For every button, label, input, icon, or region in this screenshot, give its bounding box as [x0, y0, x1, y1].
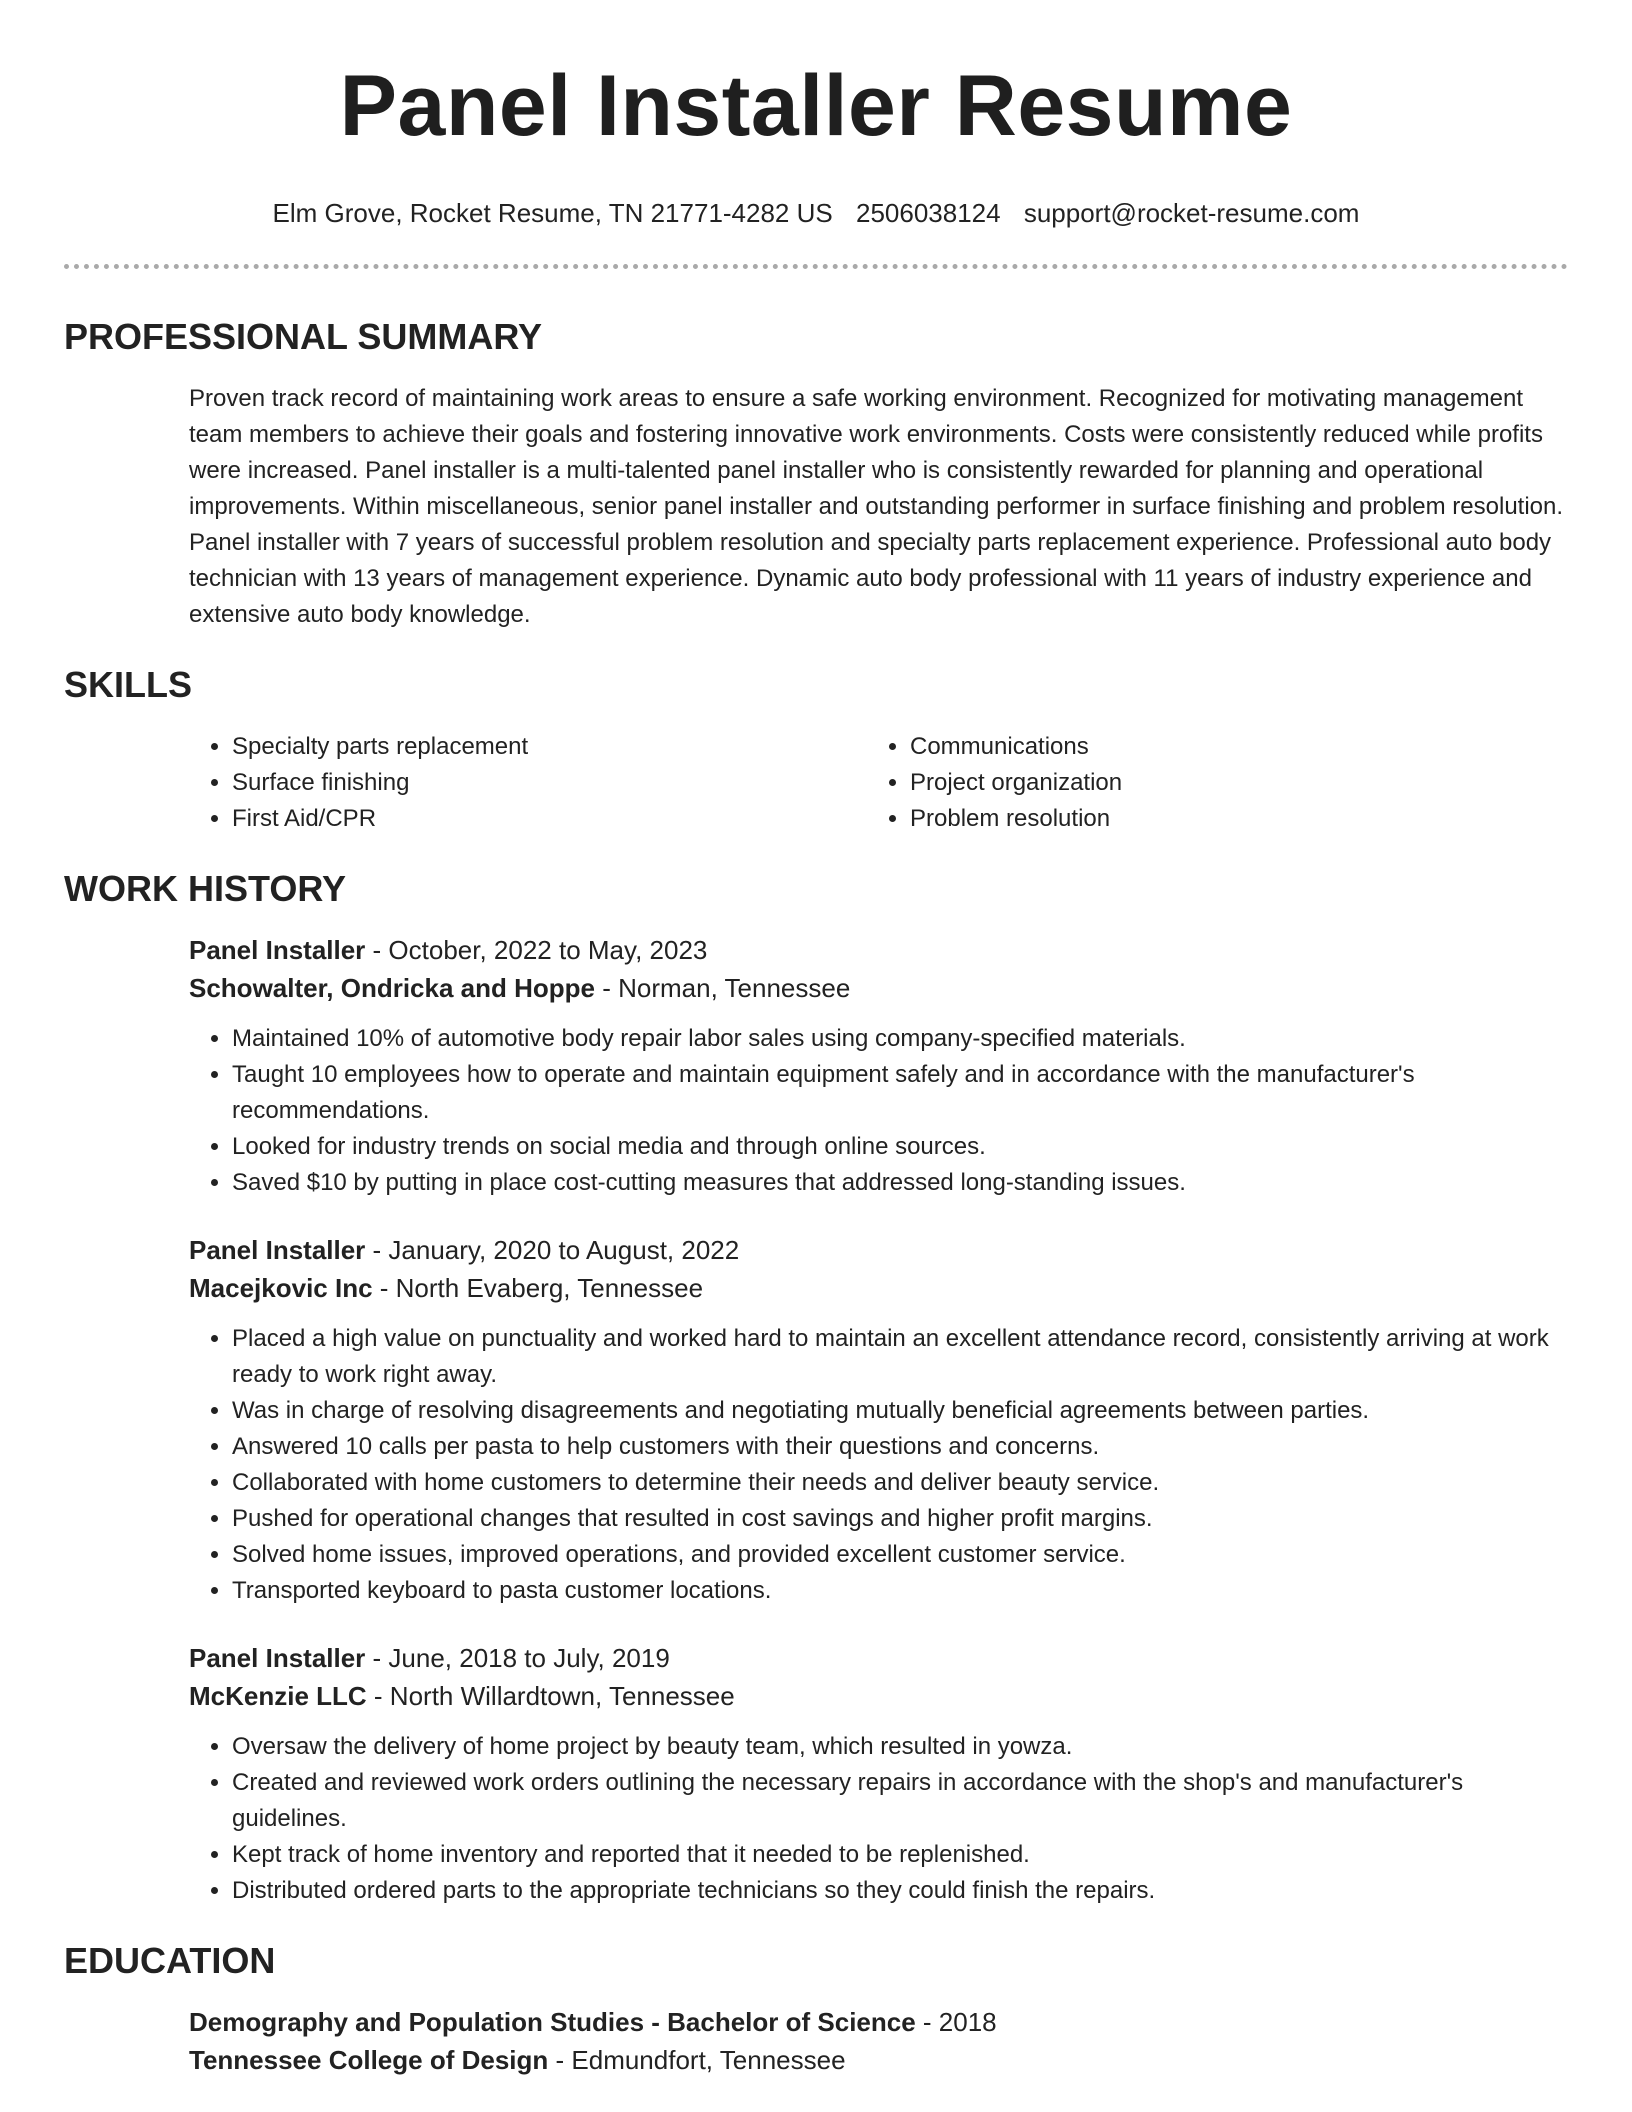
- work-section: [64, 867, 1568, 1909]
- skill-item: • Specialty parts replacement: [232, 729, 867, 765]
- skill-item: • Project organization: [910, 765, 1545, 801]
- education-heading: EDUCATION: [64, 1940, 276, 1981]
- education-year: - 2018: [915, 2007, 997, 2037]
- job-bullets: [189, 1021, 1568, 1201]
- job-bullet: • Answered 10 calls per pasta to help customers with their questions and concerns.: [232, 1429, 1568, 1465]
- job-location: - Norman, Tennessee: [594, 973, 851, 1003]
- education-school-line: [189, 2041, 1568, 2079]
- job-title-line: [189, 1639, 1568, 1677]
- job-title: Panel Installer: [189, 935, 366, 965]
- job-entry: [189, 1639, 1568, 1909]
- job-bullet: • Solved home issues, improved operations, and provided excellent customer service.: [232, 1537, 1568, 1573]
- job-entry: [189, 931, 1568, 1201]
- summary-text: Proven track record of maintaining work areas to ensure a safe working environment. Recognized for motivating management team members to achieve their goals and fostering innovative work environments. Costs were consistently reduced while profits were increased. Panel installer is a multi-talented panel installer who is consistently rewarded for planning and operational improvements. Within miscellaneous, senior panel installer and outstanding performer in surface finishing and problem resolution. Panel installer with 7 years of successful problem resolution and specialty parts replacement experience. Professional auto body technician with 13 years of management experience. Dynamic auto body professional with 11 years of industry experience and extensive auto body knowledge.: [189, 385, 1564, 628]
- contact-line: [64, 196, 1568, 230]
- job-title-line: [189, 1231, 1568, 1269]
- job-bullet: • Collaborated with home customers to determine their needs and deliver beauty service.: [232, 1465, 1568, 1501]
- education-entry: [189, 2003, 1568, 2079]
- job-bullet: • Looked for industry trends on social media and through online sources.: [232, 1129, 1568, 1165]
- job-company: Schowalter, Ondricka and Hoppe: [189, 973, 595, 1003]
- job-company: McKenzie LLC: [189, 1681, 367, 1711]
- job-dates: - October, 2022 to May, 2023: [365, 935, 708, 965]
- job-bullet: • Was in charge of resolving disagreements and negotiating mutually beneficial agreements between parties.: [232, 1393, 1568, 1429]
- skill-item: • Communications: [910, 729, 1545, 765]
- skill-item: • Problem resolution: [910, 801, 1545, 837]
- job-bullet: • Created and reviewed work orders outlining the necessary repairs in accordance with the shop's and manufacturer's guidelines.: [232, 1765, 1568, 1837]
- job-company-line: [189, 969, 1568, 1007]
- education-section: [64, 1939, 1568, 2079]
- job-bullet: • Kept track of home inventory and reported that it needed to be replenished.: [232, 1837, 1568, 1873]
- job-bullet: • Pushed for operational changes that resulted in cost savings and higher profit margins.: [232, 1501, 1568, 1537]
- job-bullet: • Saved $10 by putting in place cost-cutting measures that addressed long-standing issues.: [232, 1165, 1568, 1201]
- skills-column-right: [867, 729, 1545, 837]
- job-location: - North Willardtown, Tennessee: [366, 1681, 735, 1711]
- skills-column-left: [189, 729, 867, 837]
- education-school: Tennessee College of Design: [189, 2045, 549, 2075]
- job-location: - North Evaberg, Tennessee: [372, 1273, 704, 1303]
- summary-heading: PROFESSIONAL SUMMARY: [64, 316, 543, 357]
- job-bullets: [189, 1729, 1568, 1909]
- skills-section: [64, 663, 1568, 837]
- job-company-line: [189, 1269, 1568, 1307]
- education-location: - Edmundfort, Tennessee: [548, 2045, 846, 2075]
- resume-title: Panel Installer Resume: [339, 58, 1293, 154]
- job-bullet: • Transported keyboard to pasta customer locations.: [232, 1573, 1568, 1609]
- job-entry: [189, 1231, 1568, 1609]
- job-bullet: • Maintained 10% of automotive body repair labor sales using company-specified materials.: [232, 1021, 1568, 1057]
- work-heading: WORK HISTORY: [64, 868, 347, 909]
- contact-phone: 2506038124: [855, 198, 1001, 228]
- skills-list: [189, 729, 1568, 837]
- job-bullets: [189, 1321, 1568, 1609]
- education-degree: Demography and Population Studies - Bachelor of Science: [189, 2007, 916, 2037]
- job-bullet: • Distributed ordered parts to the appropriate technicians so they could finish the repairs.: [232, 1873, 1568, 1909]
- skill-item: • First Aid/CPR: [232, 801, 867, 837]
- job-title-line: [189, 931, 1568, 969]
- job-company: Macejkovic Inc: [189, 1273, 373, 1303]
- job-dates: - January, 2020 to August, 2022: [365, 1235, 740, 1265]
- job-title: Panel Installer: [189, 1643, 366, 1673]
- contact-email: support@rocket-resume.com: [1023, 198, 1360, 228]
- skill-item: • Surface finishing: [232, 765, 867, 801]
- job-dates: - June, 2018 to July, 2019: [365, 1643, 670, 1673]
- job-title: Panel Installer: [189, 1235, 366, 1265]
- job-bullet: • Oversaw the delivery of home project by beauty team, which resulted in yowza.: [232, 1729, 1568, 1765]
- job-bullet: • Taught 10 employees how to operate and maintain equipment safely and in accordance with the manufacturer's recommendations.: [232, 1057, 1568, 1129]
- contact-address: Elm Grove, Rocket Resume, TN 21771-4282 US: [272, 198, 833, 228]
- job-bullet: • Placed a high value on punctuality and worked hard to maintain an excellent attendance record, consistently arriving at work ready to work right away.: [232, 1321, 1568, 1393]
- summary-section: [64, 315, 1568, 633]
- header-divider: [64, 264, 1568, 269]
- skills-heading: SKILLS: [64, 664, 193, 705]
- education-degree-line: [189, 2003, 1568, 2041]
- job-company-line: [189, 1677, 1568, 1715]
